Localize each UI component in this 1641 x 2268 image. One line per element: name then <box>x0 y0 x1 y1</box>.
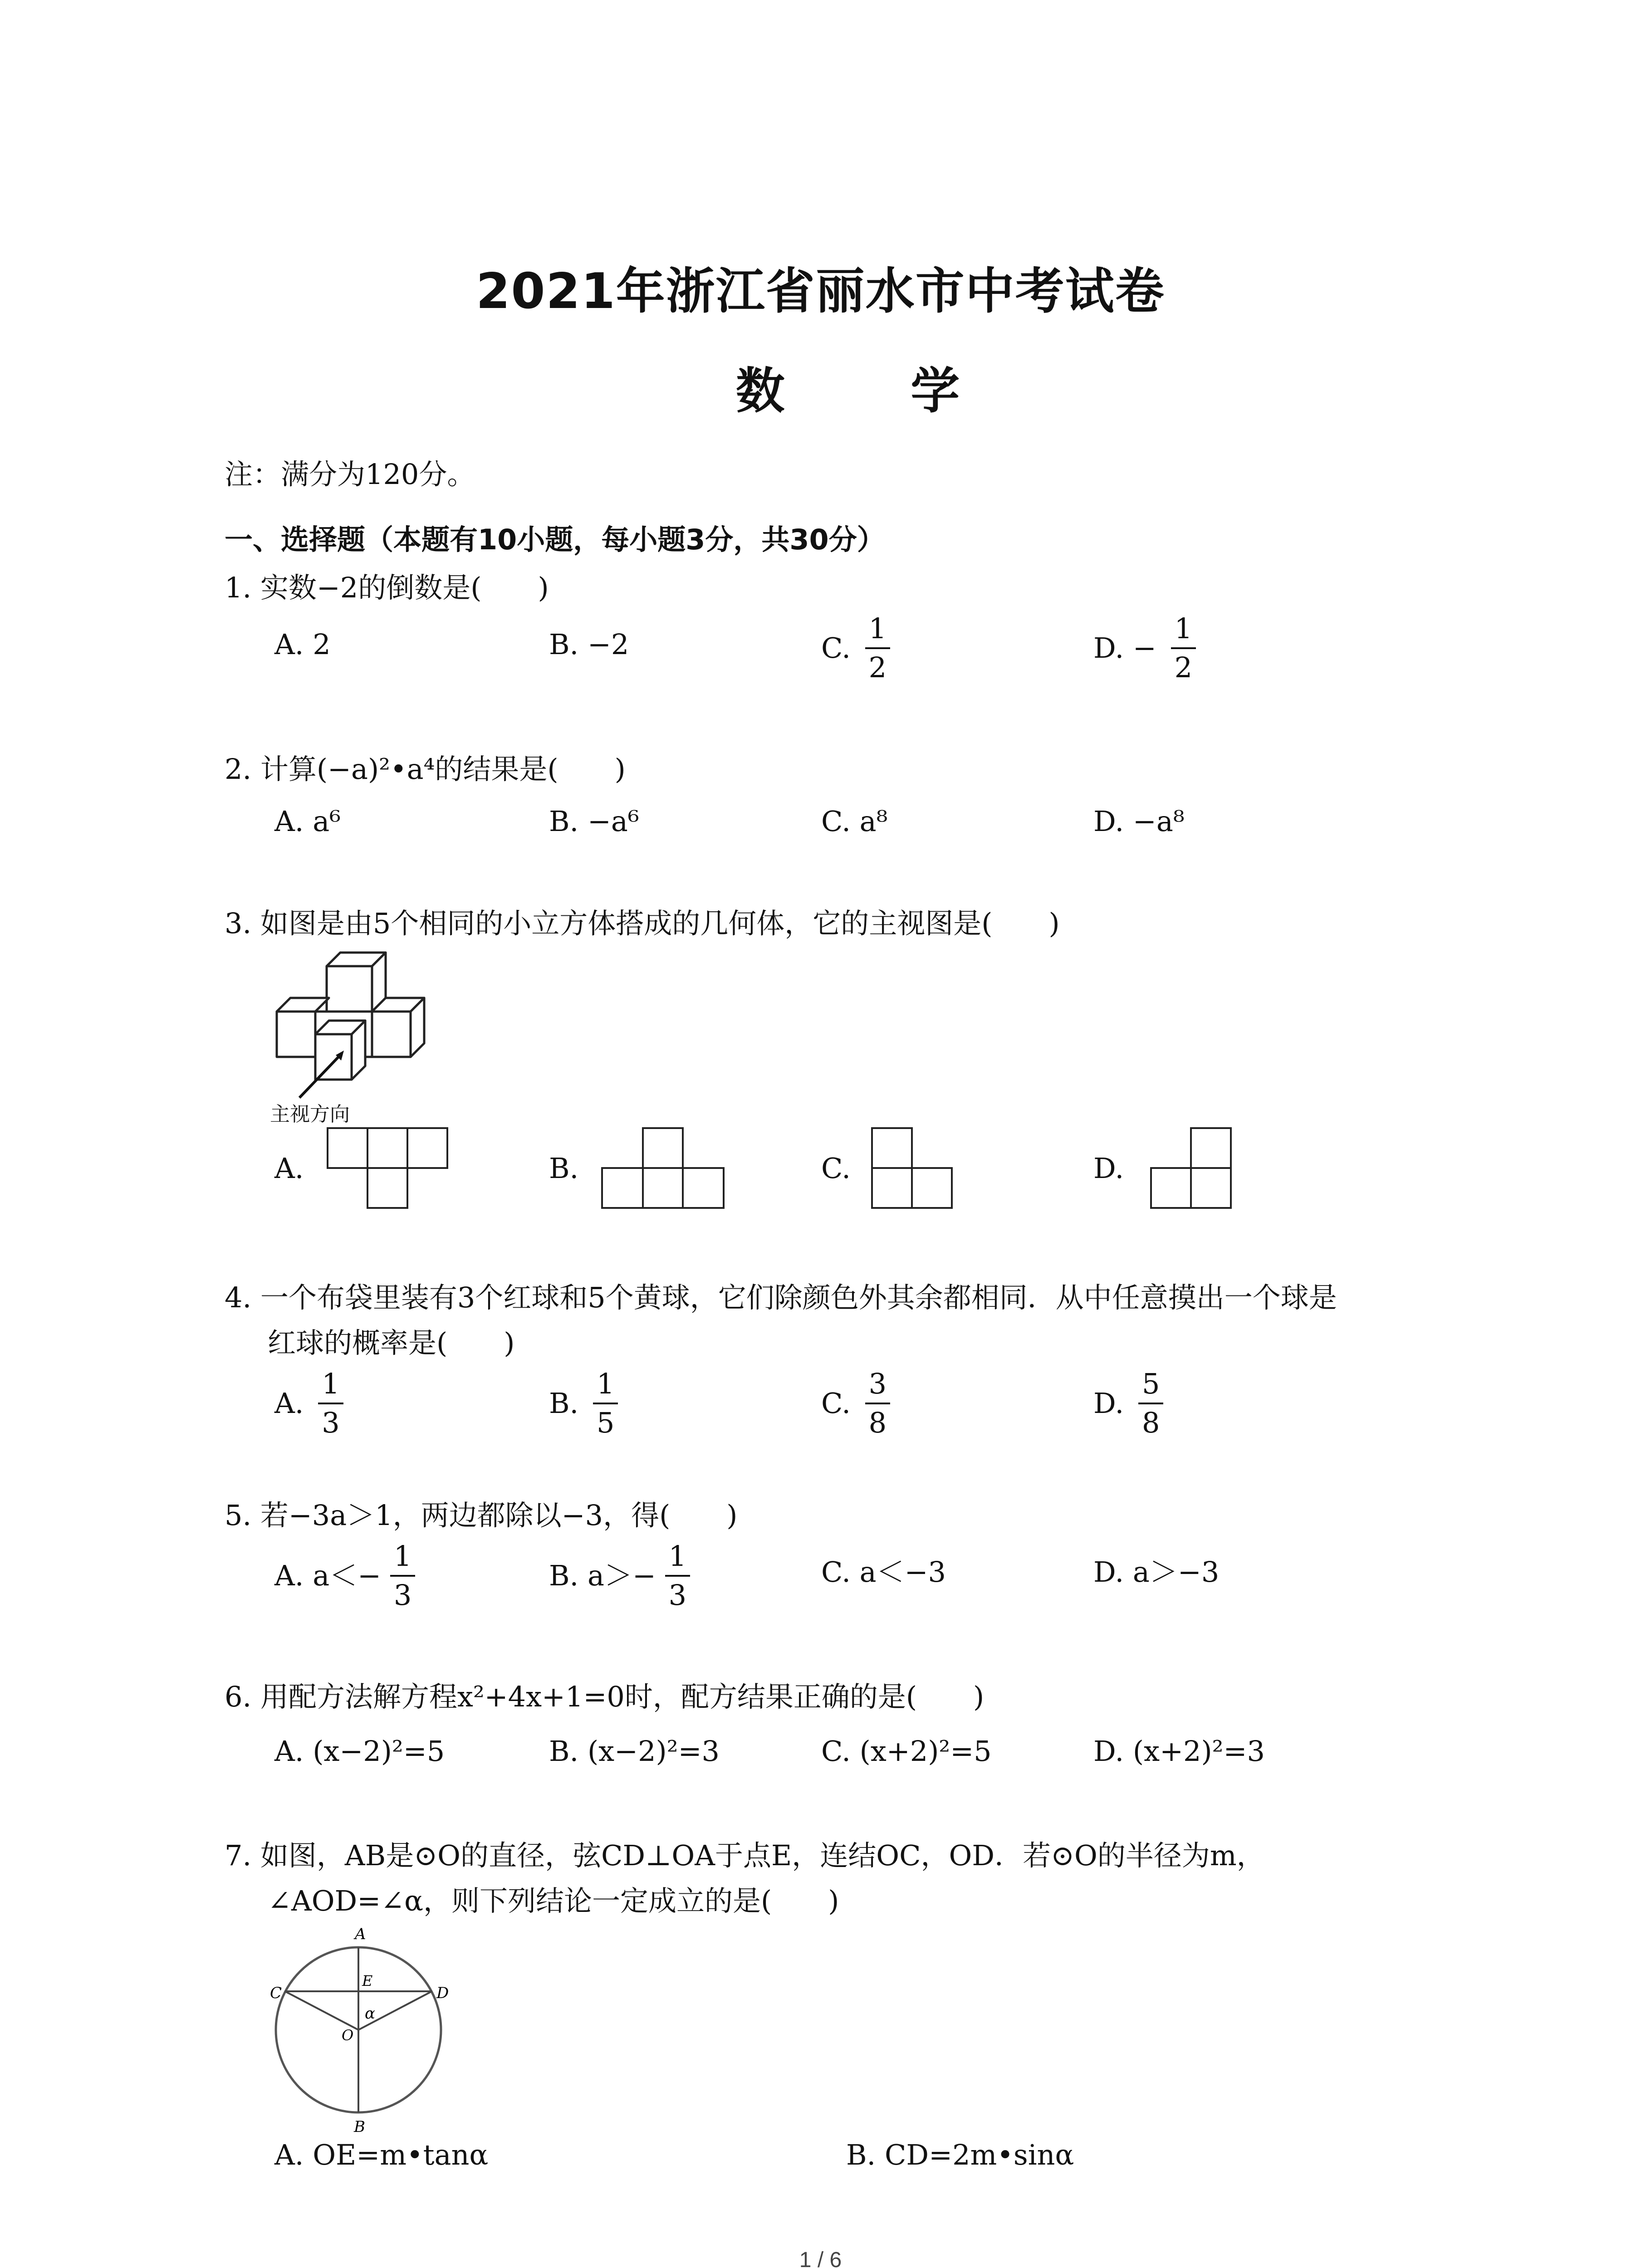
label-alpha: α <box>365 2004 375 2023</box>
section-heading: 一、选择题（本题有10小题，每小题3分，共30分） <box>225 523 885 556</box>
score-note: 注：满分为120分。 <box>225 458 475 491</box>
q6-stem: 6. 用配方法解方程x²+4x+1=0时，配方结果正确的是( ) <box>225 1680 985 1713</box>
q2-stem: 2. 计算(−a)²•a⁴的结果是( ) <box>225 753 626 786</box>
q1-stem: 1. 实数−2的倒数是( ) <box>225 571 549 604</box>
q1-option-a: A. 2 <box>274 628 331 661</box>
label-a: A <box>355 1925 366 1943</box>
q1-option-c: C. $\frac{1}{2}$ <box>821 615 890 682</box>
segment-oc <box>285 1991 358 2030</box>
q3-option-a-figure <box>327 1127 449 1209</box>
q7-option-b: B. CD=2m•sinα <box>846 2138 1074 2171</box>
subject-title: 数 学 <box>735 363 1014 420</box>
q1-c-fraction: $\frac{1}{2}$ <box>865 615 890 682</box>
q4-option-a: A. $\frac{1}{3}$ <box>274 1370 343 1437</box>
q4-stem-line1: 4. 一个布袋里装有3个红球和5个黄球，它们除颜色外其余都相同．从中任意摸出一个球是 <box>225 1281 1337 1314</box>
label-o: O <box>342 2027 354 2044</box>
q7-stem-line1: 7. 如图，AB是⊙O的直径，弦CD⊥OA于点E，连结OC，OD．若⊙O的半径为m， <box>225 1839 1265 1872</box>
q3-option-d-figure <box>1150 1127 1234 1209</box>
q6-option-a: A. (x−2)²=5 <box>274 1735 445 1768</box>
q3-view-direction-label: 主视方向 <box>270 1103 350 1126</box>
q3-option-c-label: C. <box>821 1152 851 1185</box>
q2-option-c: C. a⁸ <box>821 805 888 838</box>
q5-option-a: A. a＜− $\frac{1}{3}$ <box>274 1542 415 1609</box>
q1-option-d: D. − $\frac{1}{2}$ <box>1093 615 1196 682</box>
q3-option-c-figure <box>871 1127 955 1209</box>
q3-option-b-figure <box>601 1127 726 1209</box>
exam-title: 2021年浙江省丽水市中考试卷 <box>476 263 1165 320</box>
q1-d-fraction: $\frac{1}{2}$ <box>1171 615 1196 682</box>
page-number: 1 / 6 <box>799 2248 842 2268</box>
q3-cube-figure <box>268 948 440 1120</box>
q7-option-a: A. OE=m•tanα <box>274 2138 489 2171</box>
q2-option-b: B. −a⁶ <box>549 805 639 838</box>
q5-option-d: D. a＞−3 <box>1093 1555 1220 1589</box>
label-c: C <box>270 1984 282 2002</box>
q2-option-a: A. a⁶ <box>274 805 341 838</box>
q6-option-b: B. (x−2)²=3 <box>549 1735 720 1768</box>
q7-stem-line2: ∠AOD=∠α，则下列结论一定成立的是( ) <box>268 1884 839 1917</box>
q6-option-c: C. (x+2)²=5 <box>821 1735 992 1768</box>
q4-option-d: D. $\frac{5}{8}$ <box>1093 1370 1163 1437</box>
label-e: E <box>362 1972 373 1989</box>
label-d: D <box>436 1984 449 2002</box>
q5-option-c: C. a＜−3 <box>821 1555 946 1589</box>
q3-option-d-label: D. <box>1093 1152 1124 1185</box>
q6-option-d: D. (x+2)²=3 <box>1093 1735 1265 1768</box>
label-b: B <box>354 2118 365 2136</box>
q3-stem: 3. 如图是由5个相同的小立方体搭成的几何体，它的主视图是( ) <box>225 907 1060 940</box>
q1-option-b: B. −2 <box>549 628 629 661</box>
q5-option-b: B. a＞− $\frac{1}{3}$ <box>549 1542 690 1609</box>
q4-option-c: C. $\frac{3}{8}$ <box>821 1370 890 1437</box>
q4-option-b: B. $\frac{1}{5}$ <box>549 1370 618 1437</box>
q3-option-a-label: A. <box>274 1152 304 1185</box>
q4-stem-line2: 红球的概率是( ) <box>268 1326 515 1359</box>
q7-circle-figure <box>259 1923 458 2136</box>
q2-option-d: D. −a⁸ <box>1093 805 1185 838</box>
q5-stem: 5. 若−3a＞1，两边都除以−3，得( ) <box>225 1499 738 1532</box>
q3-option-b-label: B. <box>549 1152 579 1185</box>
